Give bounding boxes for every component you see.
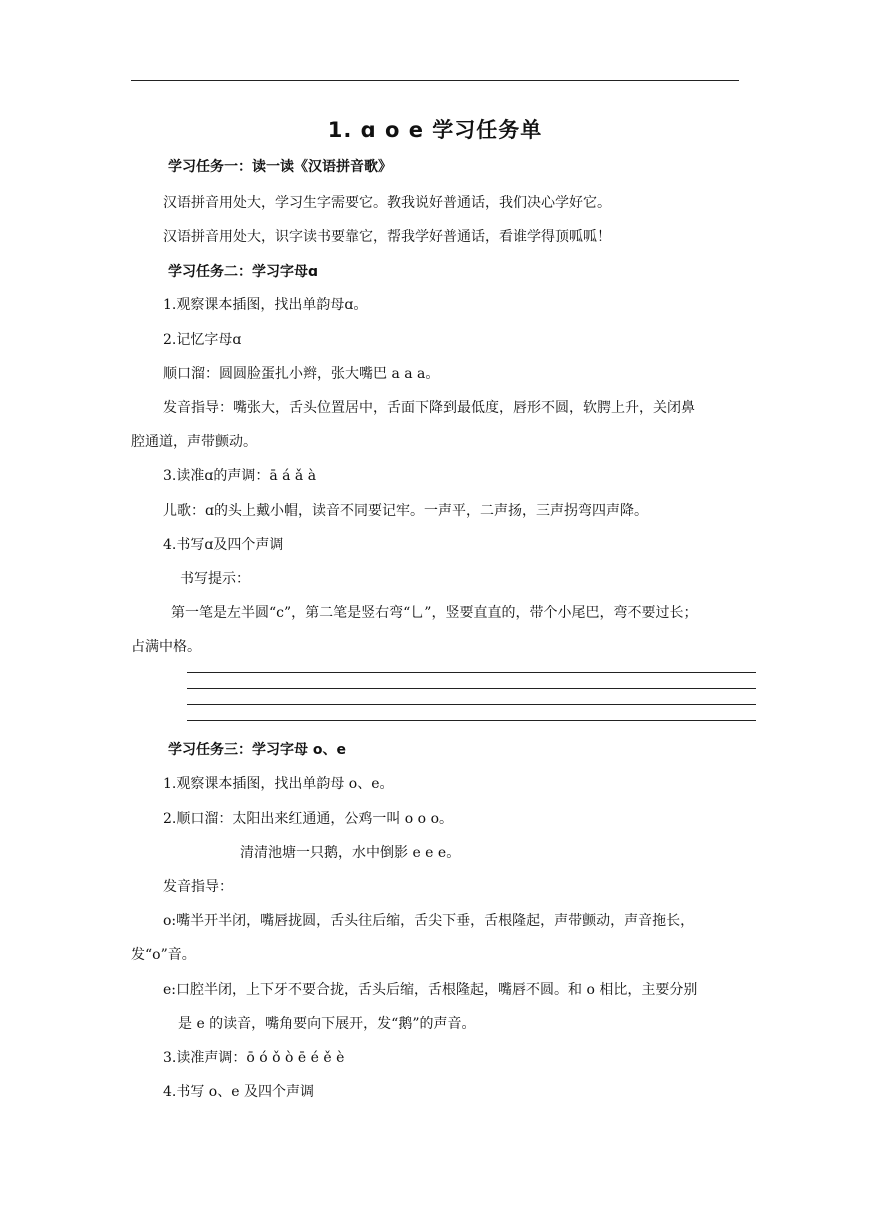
task2-line-8: 4.书写ɑ及四个声调 [163,537,284,553]
page-title: 1. ɑ o e 学习任务单 [327,118,543,142]
task3-line-2: 2.顺口溜：太阳出来红通通，公鸡一叫 o o o。 [163,811,453,827]
task3-line-8: 是 e 的读音，嘴角要向下展开，发“鹅”的声音。 [178,1016,476,1032]
task3-line-10: 4.书写 o、e 及四个声调 [163,1084,314,1100]
task3-line-9: 3.读准声调：ō ó ǒ ò ē é ě è [163,1050,345,1066]
task3-line-3: 清清池塘一只鹅，水中倒影 e e e。 [240,845,461,861]
task1-heading: 学习任务一：读一读《汉语拼音歌》 [168,159,392,175]
task2-line-10: 第一笔是左半圆“c”，第二笔是竖右弯“乚”，竖要直直的，带个小尾巴，弯不要过长； [171,605,698,621]
task3-line-7: e:口腔半闭，上下牙不要合拢，舌头后缩，舌根隆起，嘴唇不圆。和 o 相比，主要分别 [163,982,698,998]
task2-line-1: 1.观察课本插图，找出单韵母ɑ。 [163,297,368,313]
task2-line-9: 书写提示： [180,571,250,587]
task1-line-2: 汉语拼音用处大，识字读书要靠它，帮我学好普通话，看谁学得顶呱呱！ [163,229,611,245]
task2-line-2: 2.记忆字母ɑ [163,332,242,348]
task2-line-11: 占满中格。 [131,639,201,655]
task3-line-1: 1.观察课本插图，找出单韵母 o、e。 [163,776,394,792]
task2-line-7: 儿歌：ɑ的头上戴小帽，读音不同要记牢。一声平，二声扬，三声拐弯四声降。 [163,503,648,519]
task2-heading: 学习任务二：学习字母ɑ [168,264,319,280]
task2-line-6: 3.读准ɑ的声调：ā á ǎ à [163,468,317,484]
task3-line-6: 发“o”音。 [131,947,196,963]
task1-line-1: 汉语拼音用处大，学习生字需要它。教我说好普通话，我们决心学好它。 [163,195,611,211]
task2-line-3: 顺口溜：圆圆脸蛋扎小辫，张大嘴巴 a a a。 [163,366,440,382]
task3-heading: 学习任务三：学习字母 o、e [168,742,346,758]
header-rule [131,80,739,81]
writing-line-1 [187,672,756,673]
writing-line-2 [187,688,756,689]
task3-line-4: 发音指导： [163,879,233,895]
writing-line-3 [187,704,756,705]
task2-line-4: 发音指导：嘴张大，舌头位置居中，舌面下降到最低度，唇形不圆，软腭上升，关闭鼻 [163,400,695,416]
task2-line-5: 腔通道，声带颤动。 [131,434,257,450]
writing-line-4 [187,720,756,721]
task3-line-5: o:嘴半开半闭，嘴唇拢圆，舌头往后缩，舌尖下垂，舌根隆起，声带颤动，声音拖长， [163,913,695,929]
